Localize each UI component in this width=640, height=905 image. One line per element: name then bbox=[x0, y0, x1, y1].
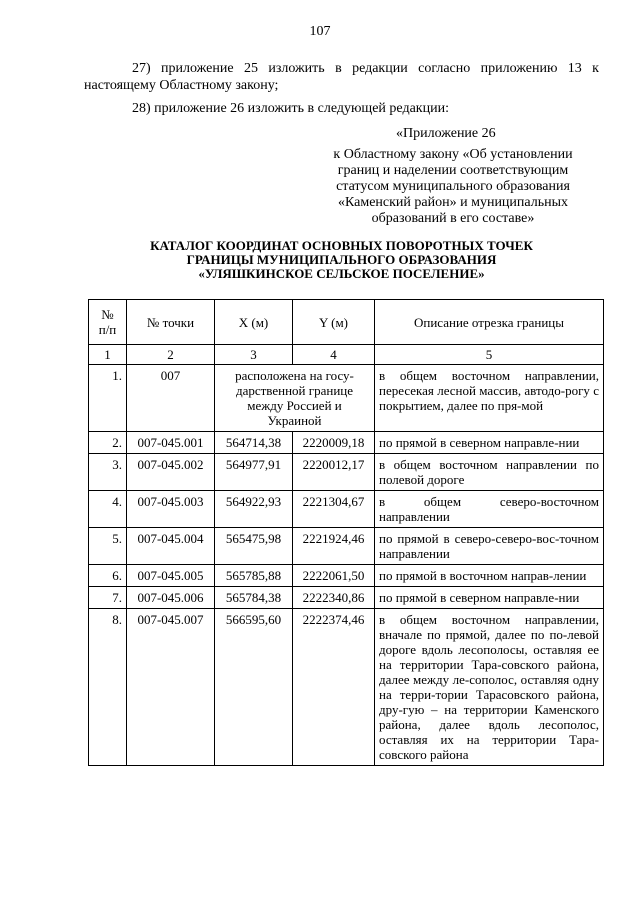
table-row bbox=[89, 454, 604, 491]
segment-description: в общем восточном направлении, вначале по прямой, далее по по-левой дороге вдоль лесополосы, оставляя ее на территории Тара-совского района, далее между ле-сополос, оставляя одну на терри-тории Тарасовского района, дру-гую – на территории Каменского района, далее вдоль лесополос, оставляя их на территории Тара-совского района bbox=[375, 609, 604, 766]
appendix-title: «Приложение 26 bbox=[396, 126, 496, 141]
x-coordinate: 565785,88 bbox=[215, 565, 293, 587]
row-number: 5. bbox=[89, 528, 127, 565]
point-id: 007-045.005 bbox=[127, 565, 215, 587]
xy-note: расположена на госу-дарственной границе между Россией и Украиной bbox=[215, 365, 375, 432]
x-coordinate: 564922,93 bbox=[215, 491, 293, 528]
column-number: 3 bbox=[215, 345, 293, 365]
header-y: Y (м) bbox=[293, 300, 375, 345]
appendix-line: «Каменский район» и муниципальных bbox=[337, 195, 569, 210]
header-num-line: № bbox=[101, 307, 114, 322]
header-desc: Описание отрезка границы bbox=[375, 300, 604, 345]
column-number: 4 bbox=[293, 345, 375, 365]
y-coordinate: 2220009,18 bbox=[293, 432, 375, 454]
catalog-title bbox=[84, 239, 599, 281]
y-coordinate: 2222374,46 bbox=[293, 609, 375, 766]
point-id: 007-045.006 bbox=[127, 587, 215, 609]
table-row bbox=[89, 609, 604, 766]
row-number: 7. bbox=[89, 587, 127, 609]
header-num-line: п/п bbox=[98, 322, 117, 337]
page-number: 107 bbox=[309, 24, 331, 39]
row-number: 6. bbox=[89, 565, 127, 587]
table-row bbox=[89, 565, 604, 587]
x-coordinate: 566595,60 bbox=[215, 609, 293, 766]
x-coordinate: 565784,38 bbox=[215, 587, 293, 609]
table-row bbox=[89, 491, 604, 528]
segment-description: в общем северо-восточном направлении bbox=[375, 491, 604, 528]
catalog-title-line: «УЛЯШКИНСКОЕ СЕЛЬСКОЕ ПОСЕЛЕНИЕ» bbox=[198, 266, 485, 281]
table-row bbox=[89, 587, 604, 609]
column-number: 5 bbox=[375, 345, 604, 365]
appendix-line: статусом муниципального образования bbox=[336, 179, 570, 194]
appendix-line: к Областному закону «Об установлении bbox=[333, 147, 573, 162]
point-id: 007 bbox=[127, 365, 215, 432]
header-point: № точки bbox=[127, 300, 215, 345]
paragraph-28: 28) приложение 26 изложить в следующей редакции: bbox=[132, 101, 449, 116]
point-id: 007-045.004 bbox=[127, 528, 215, 565]
column-number: 2 bbox=[127, 345, 215, 365]
appendix-line: образований в его составе» bbox=[371, 211, 535, 226]
row-number: 3. bbox=[89, 454, 127, 491]
paragraph-27: 27) приложение 25 изложить в редакции согласно приложению 13 к настоящему Областному закону; bbox=[84, 61, 599, 93]
column-number-row bbox=[89, 345, 604, 365]
row-number: 1. bbox=[89, 365, 127, 432]
segment-description: в общем восточном направлении по полевой дороге bbox=[375, 454, 604, 491]
column-number: 1 bbox=[89, 345, 127, 365]
appendix-line: границ и наделении соответствующим bbox=[337, 163, 569, 178]
y-coordinate: 2220012,17 bbox=[293, 454, 375, 491]
row-number: 8. bbox=[89, 609, 127, 766]
segment-description: по прямой в северном направле-нии bbox=[375, 432, 604, 454]
point-id: 007-045.003 bbox=[127, 491, 215, 528]
table-row bbox=[89, 528, 604, 565]
row-number: 2. bbox=[89, 432, 127, 454]
y-coordinate: 2221304,67 bbox=[293, 491, 375, 528]
segment-description: по прямой в восточном направ-лении bbox=[375, 565, 604, 587]
point-id: 007-045.007 bbox=[127, 609, 215, 766]
table-row bbox=[89, 365, 604, 432]
x-coordinate: 564977,91 bbox=[215, 454, 293, 491]
x-coordinate: 564714,38 bbox=[215, 432, 293, 454]
table-row bbox=[89, 432, 604, 454]
y-coordinate: 2222061,50 bbox=[293, 565, 375, 587]
table-header-row bbox=[89, 300, 604, 345]
appendix-subtitle bbox=[308, 147, 598, 227]
catalog-title-line: ГРАНИЦЫ МУНИЦИПАЛЬНОГО ОБРАЗОВАНИЯ bbox=[186, 252, 497, 267]
coordinates-table bbox=[88, 299, 604, 766]
y-coordinate: 2221924,46 bbox=[293, 528, 375, 565]
point-id: 007-045.001 bbox=[127, 432, 215, 454]
segment-description: по прямой в северо-северо-вос-точном направлении bbox=[375, 528, 604, 565]
point-id: 007-045.002 bbox=[127, 454, 215, 491]
header-x: X (м) bbox=[215, 300, 293, 345]
segment-description: по прямой в северном направле-нии bbox=[375, 587, 604, 609]
row-number: 4. bbox=[89, 491, 127, 528]
x-coordinate: 565475,98 bbox=[215, 528, 293, 565]
y-coordinate: 2222340,86 bbox=[293, 587, 375, 609]
header-num bbox=[89, 300, 127, 345]
catalog-title-line: КАТАЛОГ КООРДИНАТ ОСНОВНЫХ ПОВОРОТНЫХ ТОЧЕК bbox=[150, 238, 533, 253]
segment-description: в общем восточном направлении, пересекая лесной массив, автодо-рогу с покрытием, далее по пря-мой bbox=[375, 365, 604, 432]
